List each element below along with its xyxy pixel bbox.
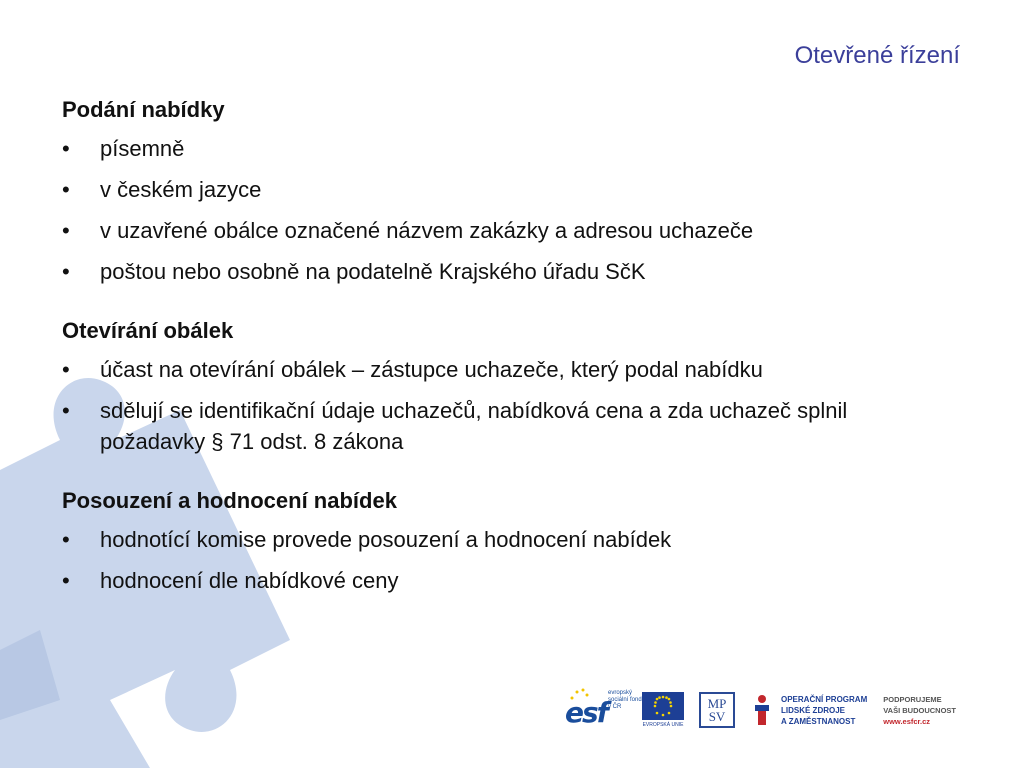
list-item	[62, 395, 992, 457]
bullet-marker: •	[62, 136, 70, 161]
support-line: VAŠI BUDOUCNOST	[883, 705, 957, 715]
list-item	[62, 174, 992, 205]
op-lzz-logo	[749, 693, 867, 727]
support-url: www.esfcr.cz	[883, 716, 931, 726]
list-item	[62, 215, 992, 246]
eu-flag-icon	[642, 692, 684, 720]
support-text	[883, 694, 956, 727]
slide-title: Otevřené řízení	[794, 42, 960, 69]
footer-logos	[563, 686, 973, 734]
bullet-marker: •	[62, 568, 70, 593]
bullet-marker: •	[62, 398, 70, 423]
section-posouzeni-hodnoceni	[62, 487, 992, 596]
mpsv-logo: MP SV	[699, 692, 735, 728]
section-otevirani-obalek	[62, 317, 992, 457]
eu-caption: EVROPSKÁ UNIE	[642, 722, 684, 728]
bullet-marker: •	[62, 527, 70, 552]
list-item	[62, 256, 992, 287]
esf-logo-word: esf	[565, 696, 607, 729]
list-item	[62, 354, 992, 385]
bullet-list	[62, 133, 992, 287]
bullet-list	[62, 354, 992, 457]
list-item	[62, 133, 992, 164]
op-line: A ZAMĚSTNANOST	[781, 716, 856, 726]
bullet-list	[62, 524, 992, 596]
section-heading: Posouzení a hodnocení nabídek	[62, 488, 397, 513]
bullet-marker: •	[62, 357, 70, 382]
list-item-text: v českém jazyce	[100, 177, 262, 202]
esf-logo-caption: evropský sociální fond v ČR	[608, 690, 642, 710]
bullet-marker: •	[62, 259, 70, 284]
bullet-marker: •	[62, 218, 70, 243]
list-item-text: sdělují se identifikační údaje uchazečů, nabídková cena a zda uchazeč splnil požadavky § 71 odst. 8 zákona	[100, 398, 848, 454]
list-item-text: hodnotící komise provede posouzení a hodnocení nabídek	[100, 527, 672, 552]
support-line: PODPORUJEME	[883, 694, 942, 704]
eu-flag-logo	[641, 692, 685, 728]
list-item-text: účast na otevírání obálek – zástupce uchazeče, který podal nabídku	[100, 357, 763, 382]
list-item-text: v uzavřené obálce označené názvem zakázky a adresou uchazeče	[100, 218, 754, 243]
list-item-text: písemně	[100, 136, 185, 161]
esf-logo	[563, 688, 642, 732]
section-heading: Otevírání obálek	[62, 318, 234, 343]
section-podani-nabidky	[62, 96, 992, 287]
op-lzz-text	[781, 694, 867, 727]
section-heading: Podání nabídky	[62, 97, 225, 122]
list-item	[62, 565, 992, 596]
slide-content	[62, 96, 992, 626]
op-line: LIDSKÉ ZDROJE	[781, 705, 846, 715]
list-item-text: poštou nebo osobně na podatelně Krajského úřadu SčK	[100, 259, 646, 284]
list-item-text: hodnocení dle nabídkové ceny	[100, 568, 399, 593]
bullet-marker: •	[62, 177, 70, 202]
op-line: OPERAČNÍ PROGRAM	[781, 694, 868, 704]
op-person-icon	[749, 693, 775, 727]
list-item	[62, 524, 992, 555]
